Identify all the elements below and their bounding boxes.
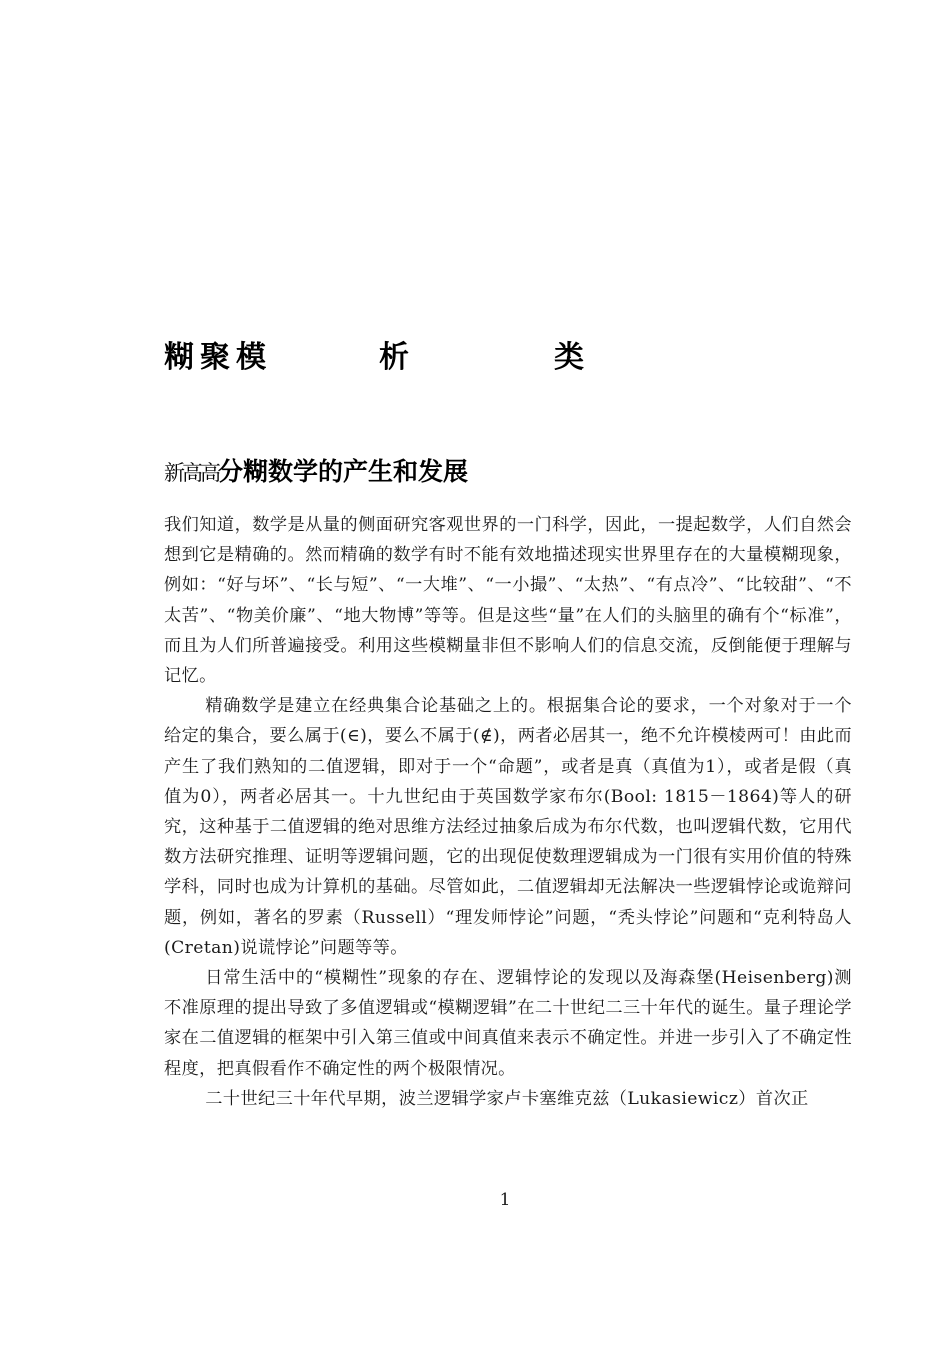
section-heading (164, 452, 468, 492)
title-part-1: 糊聚模 (164, 340, 272, 375)
page-number: 1 (499, 1190, 511, 1210)
paragraph-1: 我们知道，数学是从量的侧面研究客观世界的一门科学，因此，一提起数学，人们自然会想到它是精确的。然而精确的数学有时不能有效地描述现实世界里存在的大量模糊现象，例如：“好与坏”、“长与短”、“一大堆”、“一小撮”、“太热”、“有点冷”、“比较甜”、“不太苦”、“物美价廉”、“地大物博”等等。但是这些“量”在人们的头脑里的确有个“标准”，而且为人们所普遍接受。利用这些模糊量非但不影响人们的信息交流，反倒能便于理解与记忆。 (164, 515, 852, 687)
title-part-3: 类 (554, 340, 590, 375)
body-text (164, 510, 852, 1114)
paragraph-4: 二十世纪三十年代早期，波兰逻辑学家卢卡塞维克兹（Lukasiewicz）首次正 (205, 1088, 809, 1109)
section-heading-text: 分糊数学的产生和发展 (218, 457, 469, 486)
section-heading-prefix: 新高高 (164, 461, 218, 485)
paragraph-2: 精确数学是建立在经典集合论基础之上的。根据集合论的要求，一个对象对于一个给定的集合，要么属于(∈)，要么不属于(∉)，两者必居其一，绝不允许模棱两可！由此而产生了我们熟知的二值逻辑，即对于一个“命题”，或者是真（真值为1），或者是假（真值为0），两者必居其一。十九世纪由于英国数学家布尔(Bool: 1815－1864)等人的研究，这种基于二值逻辑的绝对思维方法经过抽象后成为布尔代数，也叫逻辑代数，它用代数方法研究推理、证明等逻辑问题，它的出现促使数理逻辑成为一门很有实用价值的特殊学科，同时也成为计算机的基础。尽管如此，二值逻辑却无法解决一些逻辑悖论或诡辩问题，例如，著名的罗素（Russell）“理发师悖论”问题，“秃头悖论”问题和“克利特岛人(Cretan)说谎悖论”问题等等。 (164, 696, 852, 958)
title-part-2: 析 (379, 340, 415, 375)
document-title (164, 336, 604, 380)
paragraph-3: 日常生活中的“模糊性”现象的存在、逻辑悖论的发现以及海森堡(Heisenberg)测不准原理的提出导致了多值逻辑或“模糊逻辑”在二十世纪二三十年代的诞生。量子理论学家在二值逻辑的框架中引入第三值或中间真值来表示不确定性。并进一步引入了不确定性程度，把真假看作不确定性的两个极限情况。 (164, 968, 852, 1079)
